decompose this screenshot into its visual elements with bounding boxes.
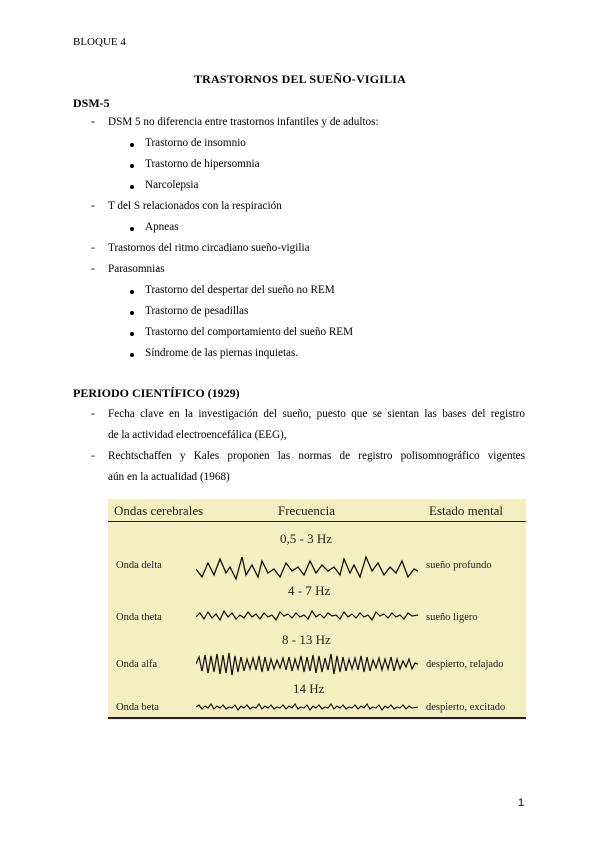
bullet-icon	[130, 353, 134, 357]
list-dash: -	[91, 116, 95, 128]
paragraph-line: aún en la actualidad (1968)	[108, 471, 230, 483]
delta-wave-icon	[196, 547, 418, 587]
list-dash: -	[91, 408, 95, 420]
list-item: Parasomnias	[108, 263, 165, 275]
brain-waves-figure	[108, 499, 526, 720]
list-subitem: Trastorno de hipersomnia	[145, 158, 260, 170]
list-dash: -	[91, 450, 95, 462]
header-frequency: Frecuencia	[278, 503, 336, 518]
list-dash: -	[91, 263, 95, 275]
figure-bottom-rule	[108, 717, 526, 719]
freq-alfa: 8 - 13 Hz	[282, 632, 331, 647]
state-alfa: despierto, relajado	[426, 659, 504, 670]
page-number: 1	[518, 797, 525, 809]
list-subitem: Trastorno del despertar del sueño no REM	[145, 284, 335, 296]
list-subitem: Trastorno de pesadillas	[145, 305, 249, 317]
bullet-icon	[130, 164, 134, 168]
theta-wave-icon	[196, 603, 418, 627]
paragraph-line: Rechtschaffen y Kales proponen las normas de registro polisomnográfico vigentes	[108, 450, 525, 462]
bullet-icon	[130, 143, 134, 147]
beta-wave-icon	[196, 697, 418, 717]
list-subitem: Trastorno del comportamiento del sueño REM	[145, 326, 354, 338]
bullet-icon	[130, 311, 134, 315]
figure-header-row	[108, 499, 526, 522]
running-header: BLOQUE 4	[73, 36, 126, 48]
paragraph-line: Fecha clave en la investigación del sueño, puesto que se sientan las bases del registro	[108, 408, 525, 420]
freq-beta: 14 Hz	[293, 681, 325, 696]
wave-label-beta: Onda beta	[116, 702, 159, 713]
state-theta: sueño ligero	[426, 612, 478, 623]
bullet-icon	[130, 227, 134, 231]
wave-label-delta: Onda delta	[116, 560, 162, 571]
list-item: DSM 5 no diferencia entre trastornos infantiles y de adultos:	[108, 116, 379, 128]
section-heading-periodo: PERIODO CIENTÍFICO (1929)	[73, 386, 240, 400]
bullet-icon	[130, 290, 134, 294]
section-heading-dsm: DSM-5	[73, 96, 110, 110]
list-subitem: Síndrome de las piernas inquietas.	[145, 347, 299, 359]
freq-theta: 4 - 7 Hz	[288, 583, 331, 598]
alpha-wave-icon	[196, 647, 418, 681]
state-beta: despierto, excitado	[426, 702, 506, 713]
state-delta: sueño profundo	[426, 560, 492, 571]
list-subitem: Narcolepsia	[145, 179, 199, 191]
freq-delta: 0,5 - 3 Hz	[280, 531, 332, 546]
list-item: T del S relacionados con la respiración	[108, 200, 282, 212]
page-title: TRASTORNOS DEL SUEÑO-VIGILIA	[193, 72, 407, 86]
paragraph-line: de la actividad electroencefálica (EEG),	[108, 429, 287, 441]
list-subitem: Trastorno de insomnio	[145, 137, 246, 149]
list-dash: -	[91, 242, 95, 254]
header-state: Estado mental	[429, 503, 504, 518]
bullet-icon	[130, 332, 134, 336]
list-subitem: Apneas	[145, 221, 179, 233]
wave-label-alfa: Onda alfa	[116, 659, 158, 670]
header-waves: Ondas cerebrales	[114, 503, 204, 518]
list-dash: -	[91, 200, 95, 212]
bullet-icon	[130, 185, 134, 189]
list-item: Trastornos del ritmo circadiano sueño-vigilia	[108, 242, 310, 254]
wave-label-theta: Onda theta	[116, 612, 162, 623]
